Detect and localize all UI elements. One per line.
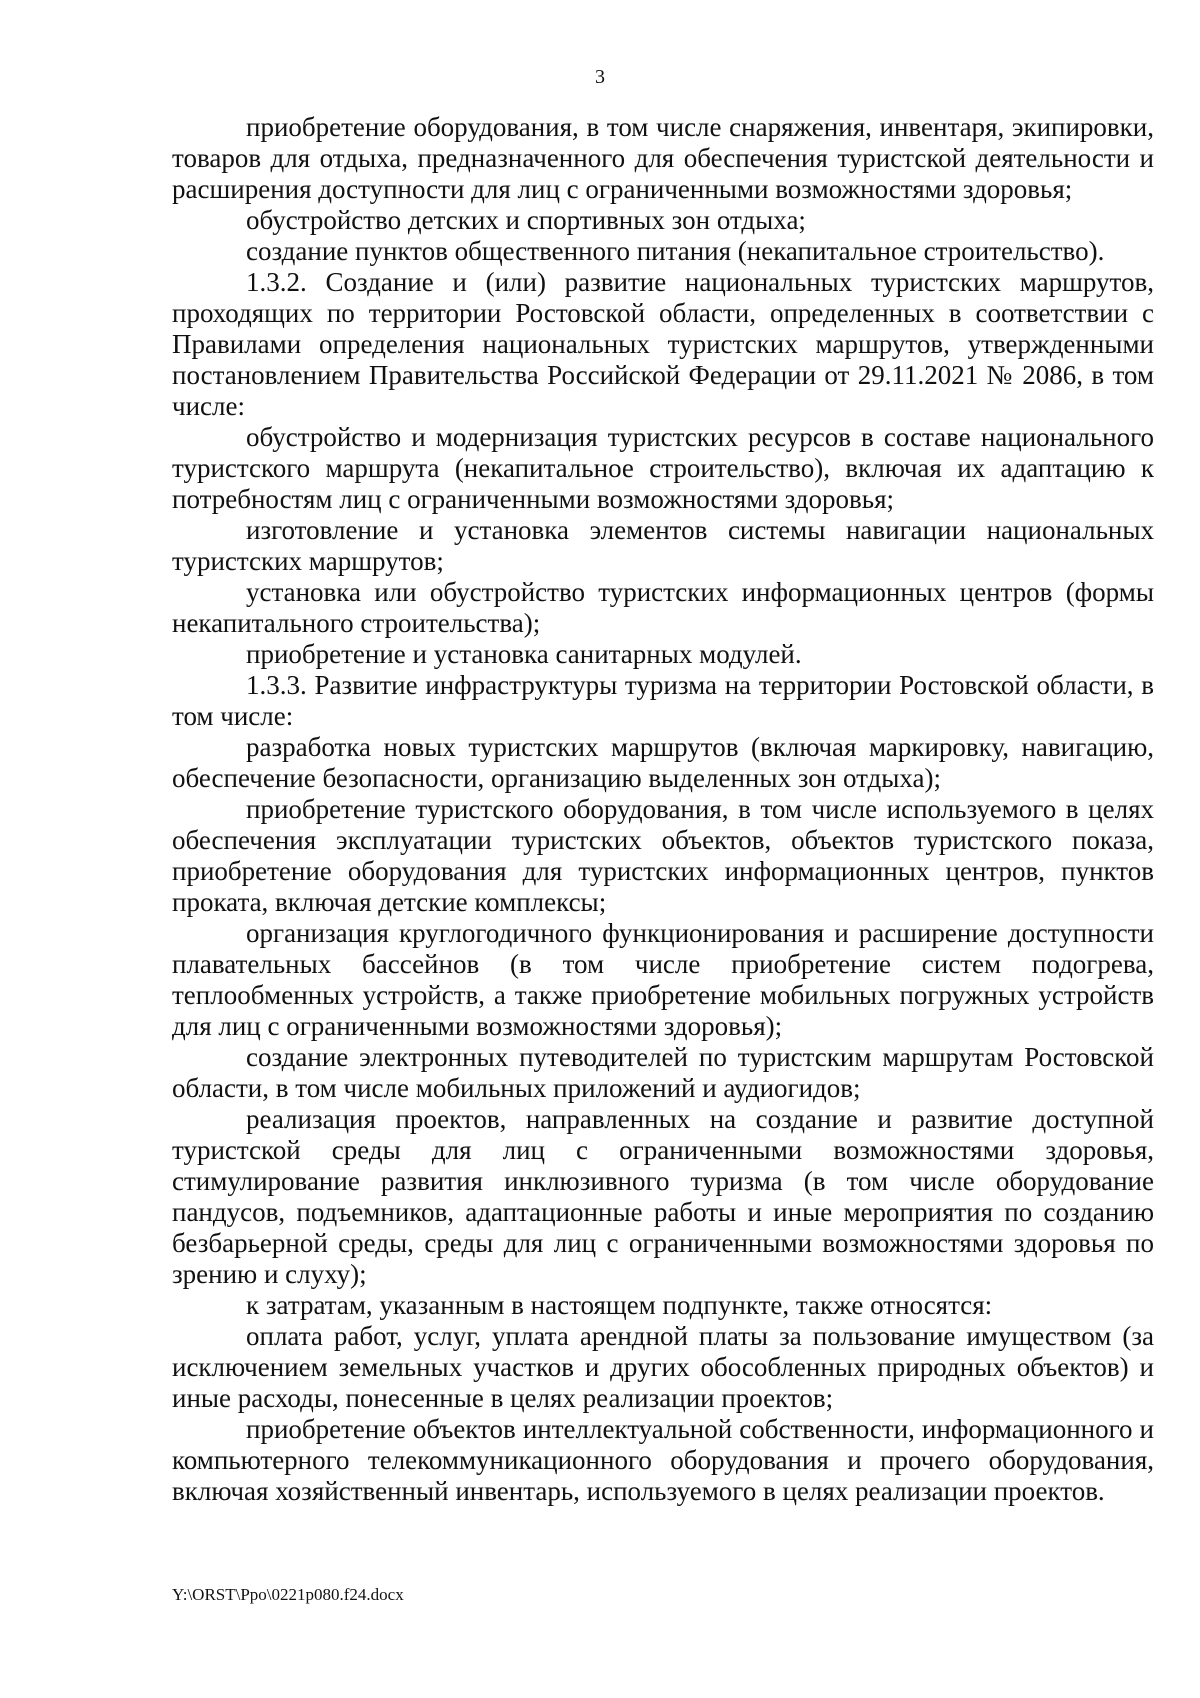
paragraph: приобретение туристского оборудования, в том числе используемого в целях обеспечения эксплуатации туристских объектов, объектов туристского показа, приобретение оборудования для туристских информационных центров, пунктов проката, включая детские комплексы; <box>172 794 1154 917</box>
paragraph: к затратам, указанным в настоящем подпункте, также относятся: <box>246 1290 993 1320</box>
paragraph: приобретение и установка санитарных модулей. <box>246 639 802 669</box>
page-number: 3 <box>595 66 605 88</box>
paragraph: создание электронных путеводителей по туристским маршрутам Ростовской области, в том числе мобильных приложений и аудиогидов; <box>172 1042 1154 1103</box>
paragraph: 1.3.3. Развитие инфраструктуры туризма на территории Ростовской области, в том числе: <box>172 670 1154 731</box>
document-body <box>172 112 1154 1507</box>
paragraph: приобретение оборудования, в том числе снаряжения, инвентаря, экипировки, товаров для отдыха, предназначенного для обеспечения туристской деятельности и расширения доступности для лиц с ограниченными возможностями здоровья; <box>172 112 1154 204</box>
paragraph: изготовление и установка элементов системы навигации национальных туристских маршрутов; <box>172 515 1154 576</box>
paragraph: оплата работ, услуг, уплата арендной платы за пользование имуществом (за исключением земельных участков и других обособленных природных объектов) и иные расходы, понесенные в целях реализации проектов; <box>172 1321 1154 1413</box>
paragraph: создание пунктов общественного питания (некапитальное строительство). <box>246 236 1105 266</box>
paragraph: организация круглогодичного функционирования и расширение доступности плавательных бассейнов (в том числе приобретение систем подогрева, теплообменных устройств, а также приобретение мобильных погружных устройств для лиц с ограниченными возможностями здоровья); <box>172 918 1154 1041</box>
paragraph: реализация проектов, направленных на создание и развитие доступной туристской среды для лиц с ограниченными возможностями здоровья, стимулирование развития инклюзивного туризма (в том числе оборудование пандусов, подъемников, адаптационные работы и иные мероприятия по созданию безбарьерной среды, среды для лиц с ограниченными возможностями здоровья по зрению и слуху); <box>172 1104 1154 1289</box>
paragraph: установка или обустройство туристских информационных центров (формы некапитального строительства); <box>172 577 1154 638</box>
paragraph: приобретение объектов интеллектуальной собственности, информационного и компьютерного телекоммуникационного оборудования и прочего оборудования, включая хозяйственный инвентарь, используемого в целях реализации проектов. <box>172 1414 1154 1506</box>
paragraph: 1.3.2. Создание и (или) развитие национальных туристских маршрутов, проходящих по территории Ростовской области, определенных в соответствии с Правилами определения национальных туристских маршрутов, утвержденными постановлением Правительства Российской Федерации от 29.11.2021 № 2086, в том числе: <box>172 267 1154 421</box>
file-path-footer: Y:\ORST\Ppo\0221p080.f24.docx <box>172 1585 404 1604</box>
paragraph: разработка новых туристских маршрутов (включая маркировку, навигацию, обеспечение безопасности, организацию выделенных зон отдыха); <box>172 732 1154 793</box>
paragraph: обустройство детских и спортивных зон отдыха; <box>246 205 806 235</box>
paragraph: обустройство и модернизация туристских ресурсов в составе национального туристского маршрута (некапитальное строительство), включая их адаптацию к потребностям лиц с ограниченными возможностями здоровья; <box>172 422 1154 514</box>
